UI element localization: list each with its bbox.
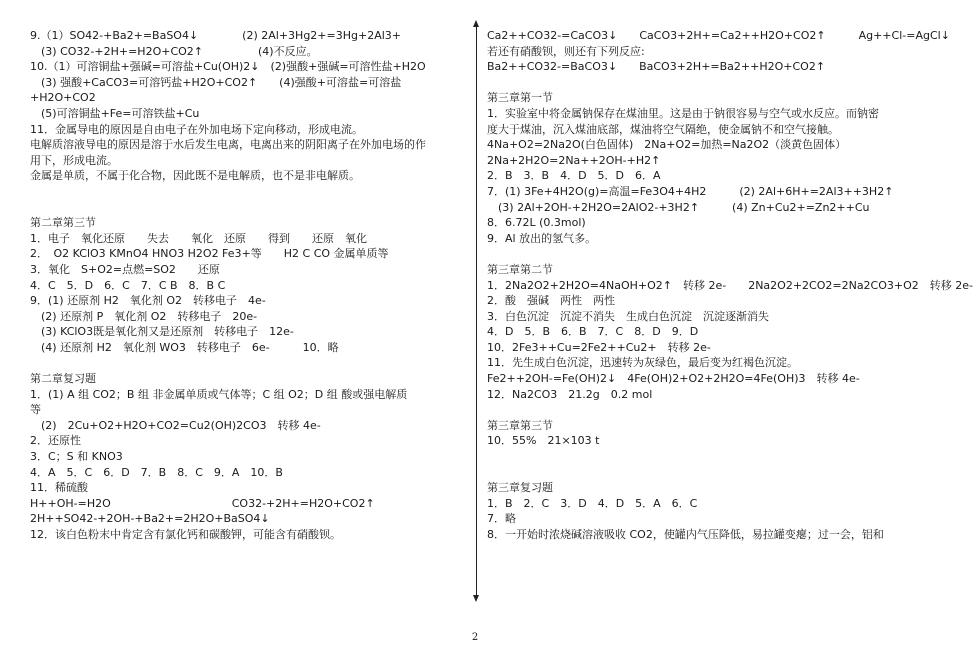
text-line: 12．Na2CO3 21.2g 0.2 mol (487, 387, 653, 401)
text-line: 若还有硝酸钡，则还有下列反应: (487, 44, 645, 58)
text-line: (2) 2Cu+O2+H2O+CO2=Cu2(OH)2CO3 转移 4e- (30, 418, 321, 432)
text-line: 8．6.72L (0.3mol) (487, 216, 586, 230)
text-line (487, 402, 923, 418)
text-line: 金属是单质，不属于化合物，因此既不是电解质，也不是非电解质。 (30, 169, 360, 183)
text-line: 2．还原性 (30, 434, 81, 448)
text-line: 1．实验室中将金属钠保存在煤油里。这是由于钠很容易与空气或水反应。而钠密 (487, 106, 879, 120)
text-line (30, 200, 466, 216)
text-line: 等 (30, 403, 41, 417)
text-line: 4Na+O2=2Na2O(白色固体) 2Na+O2=加热=Na2O2（淡黄色固体） (487, 138, 847, 152)
text-line: 8．一开始时浓烧碱溶液吸收 CO2，使罐内气压降低，易拉罐变瘪；过一会，铝和 (487, 528, 884, 541)
text-line: 10.（1）可溶铜盐+强碱=可溶盐+Cu(OH)2↓ (2)强酸+强碱=可溶性盐+H2O (30, 60, 426, 74)
text-line: 1．B 2．C 3．D 4．D 5．A 6．C (487, 496, 698, 510)
text-line: 2H++SO42-+2OH-+Ba2+=2H2O+BaSO4↓ (30, 512, 270, 526)
text-line: 第二章第三节 (30, 216, 96, 230)
text-line: 12．该白色粉末中肯定含有氯化钙和碳酸钾，可能含有硝酸钡。 (30, 528, 341, 541)
text-line (30, 184, 466, 200)
text-line: 11．稀硫酸 (30, 481, 88, 495)
text-line: 1．(1) A 组 CO2；B 组 非金属单质或气体等；C 组 O2；D 组 酸或强电解质 (30, 387, 408, 401)
left-column (30, 28, 466, 543)
text-line: Fe2++2OH-=Fe(OH)2↓ 4Fe(OH)2+O2+2H2O=4Fe(OH)3 转移 4e- (487, 372, 860, 386)
right-column (487, 28, 973, 543)
text-line: (4) 还原剂 H2 氧化剂 WO3 转移电子 6e- 10．略 (30, 340, 339, 354)
text-line: Ca2++CO32-=CaCO3↓ CaCO3+2H+=Ca2++H2O+CO2↑ Ag++Cl-=AgCl↓ (487, 29, 950, 42)
text-line: 3．氧化 S+O2=点燃=SO2 还原 (30, 262, 220, 276)
text-line: +H2O+CO2 (30, 91, 96, 105)
text-line: 7．略 (487, 512, 516, 526)
text-line: 9.（1）SO42-+Ba2+=BaSO4↓ (2) 2Al+3Hg2+=3Hg+2Al3+ (30, 29, 402, 42)
text-line: 2．酸 强碱 两性 两性 (487, 294, 615, 308)
text-line: 9．Al 放出的氢气多。 (487, 231, 597, 245)
text-line: 第三章第二节 (487, 262, 553, 276)
text-line: 2．B 3．B 4．D 5．D 6．A (487, 169, 661, 183)
text-line: 用下，形成电流。 (30, 153, 118, 167)
text-line (487, 449, 923, 465)
column-divider (476, 26, 477, 596)
text-line: 3．C；S 和 KNO3 (30, 450, 123, 464)
text-line: 7．(1) 3Fe+4H2O(g)=高温=Fe3O4+4H2 (2) 2Al+6H+=2Al3++3H2↑ (487, 184, 894, 198)
text-line (487, 75, 923, 91)
text-line: 第三章第三节 (487, 418, 553, 432)
text-line: (3) CO32-+2H+=H2O+CO2↑ (4)不反应。 (30, 44, 318, 58)
text-line: (3) 强酸+CaCO3=可溶钙盐+H2O+CO2↑ (4)强酸+可溶盐=可溶盐 (30, 75, 402, 89)
text-line: (3) KClO3既是氧化剂又是还原剂 转移电子 12e- (30, 325, 294, 339)
text-line: 度大于煤油，沉入煤油底部，煤油将空气隔绝，使金属钠不和空气接触。 (487, 122, 839, 136)
text-line: 4．C 5．D 6．C 7．C B 8．B C (30, 278, 226, 292)
page-number: 2 (471, 632, 479, 643)
text-line: 1．2Na2O2+2H2O=4NaOH+O2↑ 转移 2e- 2Na2O2+2CO2=2Na2CO3+O2 转移 2e- (487, 278, 973, 292)
text-line: 2Na+2H2O=2Na++2OH-+H2↑ (487, 153, 661, 167)
text-line: (5)可溶铜盐+Fe=可溶铁盐+Cu (30, 106, 200, 120)
text-line (30, 355, 466, 371)
text-line: 第二章复习题 (30, 372, 96, 386)
text-line: Ba2++CO32-=BaCO3↓ BaCO3+2H+=Ba2++H2O+CO2↑ (487, 60, 826, 74)
text-line: 10．2Fe3++Cu=2Fe2++Cu2+ 转移 2e- (487, 340, 711, 354)
text-line: (2) 还原剂 P 氧化剂 O2 转移电子 20e- (30, 309, 258, 323)
text-line: 4．D 5．B 6．B 7．C 8．D 9．D (487, 325, 699, 339)
text-line (487, 246, 923, 262)
text-line: 1．电子 氧化还原 失去 氧化 还原 得到 还原 氧化 (30, 231, 367, 245)
text-line: 10．55% 21×103 t (487, 434, 600, 448)
text-line (487, 465, 923, 481)
text-line: 第三章复习题 (487, 481, 553, 495)
text-line: (3) 2Al+2OH-+2H2O=2AlO2-+3H2↑ (4) Zn+Cu2+=Zn2++Cu (487, 200, 870, 214)
text-line: 11．先生成白色沉淀，迅速转为灰绿色，最后变为红褐色沉淀。 (487, 356, 798, 370)
text-line: H++OH-=H2O CO32-+2H+=H2O+CO2↑ (30, 496, 375, 510)
text-line: 3．白色沉淀 沉淀不消失 生成白色沉淀 沉淀逐渐消失 (487, 309, 769, 323)
text-line: 2． O2 KClO3 KMnO4 HNO3 H2O2 Fe3+等 H2 C CO 金属单质等 (30, 247, 389, 261)
text-line: 第三章第一节 (487, 91, 553, 105)
text-line: 11．金属导电的原因是自由电子在外加电场下定向移动，形成电流。 (30, 122, 363, 136)
text-line: 电解质溶液导电的原因是溶于水后发生电离，电离出来的阴阳离子在外加电场的作 (30, 138, 426, 152)
text-line: 9．(1) 还原剂 H2 氧化剂 O2 转移电子 4e- (30, 294, 266, 308)
text-line: 4．A 5．C 6．D 7．B 8．C 9．A 10．B (30, 465, 283, 479)
